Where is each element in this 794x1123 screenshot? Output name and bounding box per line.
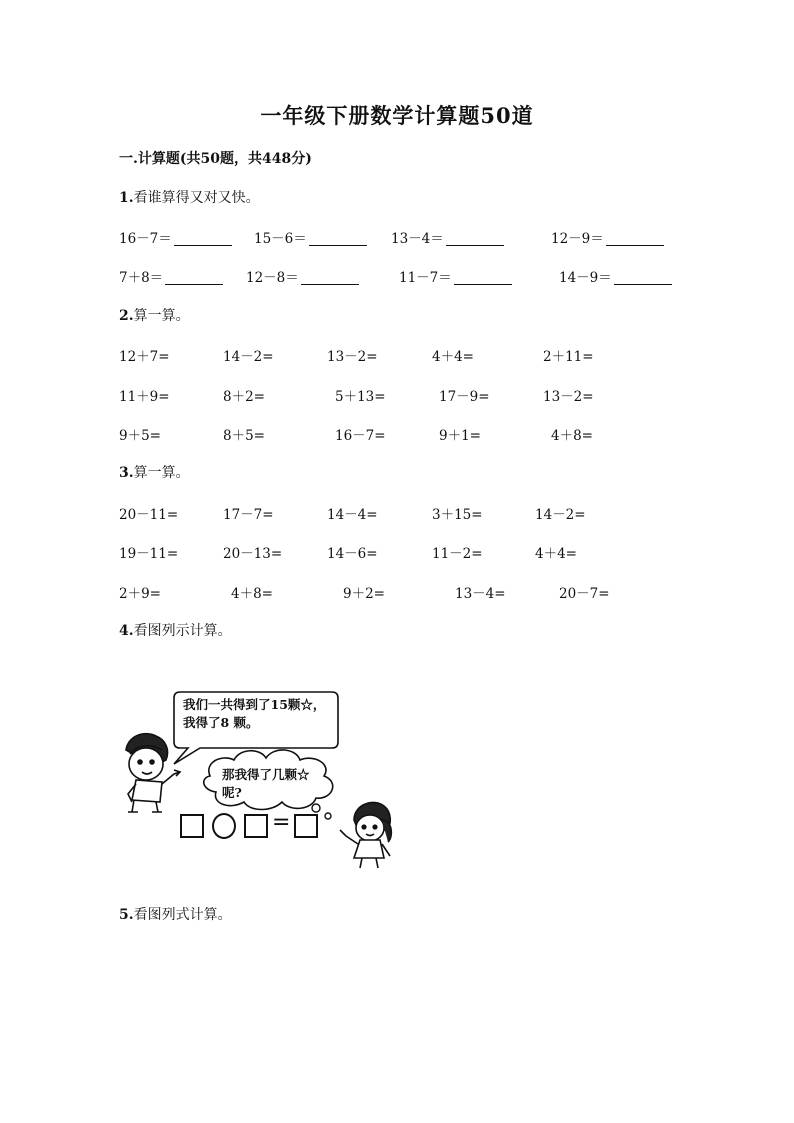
math-problem[interactable]: [391, 227, 504, 247]
question-text: 算一算。: [133, 465, 190, 481]
math-problem: [223, 424, 265, 444]
problem-expression: 4＋8=: [231, 586, 273, 602]
problem-expression: 9＋5=: [119, 428, 161, 444]
math-problem: [223, 542, 282, 562]
question-text: 算一算。: [133, 308, 190, 324]
answer-blank[interactable]: [309, 231, 367, 246]
problem-expression: 14－9＝: [559, 270, 612, 286]
operator-circle[interactable]: [212, 813, 236, 839]
problem-expression: 13－2=: [327, 349, 378, 365]
question-text: 看图列示计算。: [133, 623, 232, 639]
page-title: 一年级下册数学计算题50道: [260, 103, 534, 128]
problem-expression: 20－7=: [559, 586, 610, 602]
problem-expression: 19－11=: [119, 546, 179, 562]
math-problem: [439, 424, 481, 444]
answer-blank[interactable]: [606, 231, 664, 246]
math-problem: [223, 345, 274, 365]
problem-expression: 12＋7=: [119, 349, 170, 365]
math-problem: [231, 582, 273, 602]
question-4-heading: [119, 620, 232, 640]
math-problem: [343, 582, 385, 602]
math-problem[interactable]: [399, 266, 512, 286]
problem-expression: 11－2=: [432, 546, 483, 562]
problem-expression: 14－2=: [223, 349, 274, 365]
problem-expression: 16－7＝: [119, 231, 172, 247]
math-problem: [223, 503, 274, 523]
math-problem: [119, 542, 178, 562]
math-problem: [432, 345, 474, 365]
problem-expression: 8＋5=: [223, 428, 265, 444]
question-4-illustration: [118, 680, 418, 870]
problem-expression: 2＋11=: [543, 349, 594, 365]
problem-expression: 14－4=: [327, 507, 378, 523]
math-problem[interactable]: [119, 227, 232, 247]
math-problem: [543, 385, 594, 405]
math-problem: [432, 542, 483, 562]
problem-expression: 13－2=: [543, 389, 594, 405]
math-problem[interactable]: [559, 266, 672, 286]
problem-expression: 20－11=: [119, 507, 179, 523]
question-text: 看谁算得又对又快。: [133, 190, 260, 206]
math-problem[interactable]: [119, 266, 223, 286]
math-problem: [543, 345, 594, 365]
math-problem: [119, 503, 178, 523]
math-problem: [551, 424, 593, 444]
math-problem: [223, 385, 265, 405]
problem-expression: 2＋9=: [119, 586, 161, 602]
math-problem: [335, 424, 386, 444]
problem-expression: 11－7＝: [399, 270, 452, 286]
answer-blank[interactable]: [301, 270, 359, 285]
math-problem: [327, 542, 378, 562]
question-1-heading: [119, 187, 260, 207]
problem-expression: 13－4=: [455, 586, 506, 602]
answer-blank[interactable]: [446, 231, 504, 246]
question-number: 2.: [119, 308, 134, 324]
problem-expression: 9＋1=: [439, 428, 481, 444]
bubble-line: 那我得了几颗☆: [222, 767, 310, 782]
problem-expression: 13－4＝: [391, 231, 444, 247]
problem-expression: 4＋8=: [551, 428, 593, 444]
math-problem[interactable]: [551, 227, 664, 247]
bubble-line: 我们一共得到了15颗☆，: [183, 697, 326, 712]
problem-expression: 4＋4=: [535, 546, 577, 562]
problem-expression: 14－2=: [535, 507, 586, 523]
problem-expression: 12－8＝: [246, 270, 299, 286]
equals-sign: =: [272, 810, 291, 835]
answer-blank[interactable]: [174, 231, 232, 246]
answer-blank[interactable]: [165, 270, 223, 285]
girl-figure: [340, 802, 391, 868]
bubble-line: 我得了8 颗。: [183, 715, 259, 730]
math-problem: [432, 503, 483, 523]
question-number: 4.: [119, 623, 134, 639]
question-text: 看图列式计算。: [133, 907, 232, 923]
problem-expression: 15－6＝: [254, 231, 307, 247]
math-problem[interactable]: [254, 227, 367, 247]
answer-box-result[interactable]: [294, 814, 318, 838]
math-problem: [455, 582, 506, 602]
math-problem: [327, 503, 378, 523]
problem-expression: 20－13=: [223, 546, 283, 562]
math-problem: [439, 385, 490, 405]
math-problem: [119, 345, 170, 365]
math-problem: [559, 582, 610, 602]
problem-expression: 7＋8＝: [119, 270, 164, 286]
problem-expression: 8＋2=: [223, 389, 265, 405]
question-5-heading: [119, 904, 232, 924]
problem-expression: 3＋15=: [432, 507, 483, 523]
problem-expression: 17－9=: [439, 389, 490, 405]
math-problem: [119, 385, 170, 405]
problem-expression: 14－6=: [327, 546, 378, 562]
problem-expression: 11＋9=: [119, 389, 170, 405]
math-problem: [327, 345, 378, 365]
problem-expression: 4＋4=: [432, 349, 474, 365]
question-2-heading: [119, 305, 190, 325]
question-number: 3.: [119, 465, 134, 481]
answer-blank[interactable]: [614, 270, 672, 285]
answer-box-1[interactable]: [180, 814, 204, 838]
math-problem: [535, 542, 577, 562]
math-problem: [119, 582, 161, 602]
section-header: 一.计算题(共50题，共448分): [119, 151, 312, 167]
problem-expression: 9＋2=: [343, 586, 385, 602]
question-number: 1.: [119, 190, 134, 206]
answer-blank[interactable]: [454, 270, 512, 285]
speech-bubble-boy: [183, 696, 325, 732]
problem-expression: 17－7=: [223, 507, 274, 523]
question-number: 5.: [119, 907, 134, 923]
answer-box-2[interactable]: [244, 814, 268, 838]
problem-expression: 5＋13=: [335, 389, 386, 405]
problem-expression: 12－9＝: [551, 231, 604, 247]
problem-expression: 16－7=: [335, 428, 386, 444]
boy-figure: [126, 734, 180, 812]
math-problem: [335, 385, 386, 405]
bubble-line: 呢?: [222, 785, 242, 800]
question-3-heading: [119, 462, 190, 482]
math-problem[interactable]: [246, 266, 359, 286]
thought-bubble-girl: [222, 766, 310, 802]
math-problem: [119, 424, 161, 444]
math-problem: [535, 503, 586, 523]
